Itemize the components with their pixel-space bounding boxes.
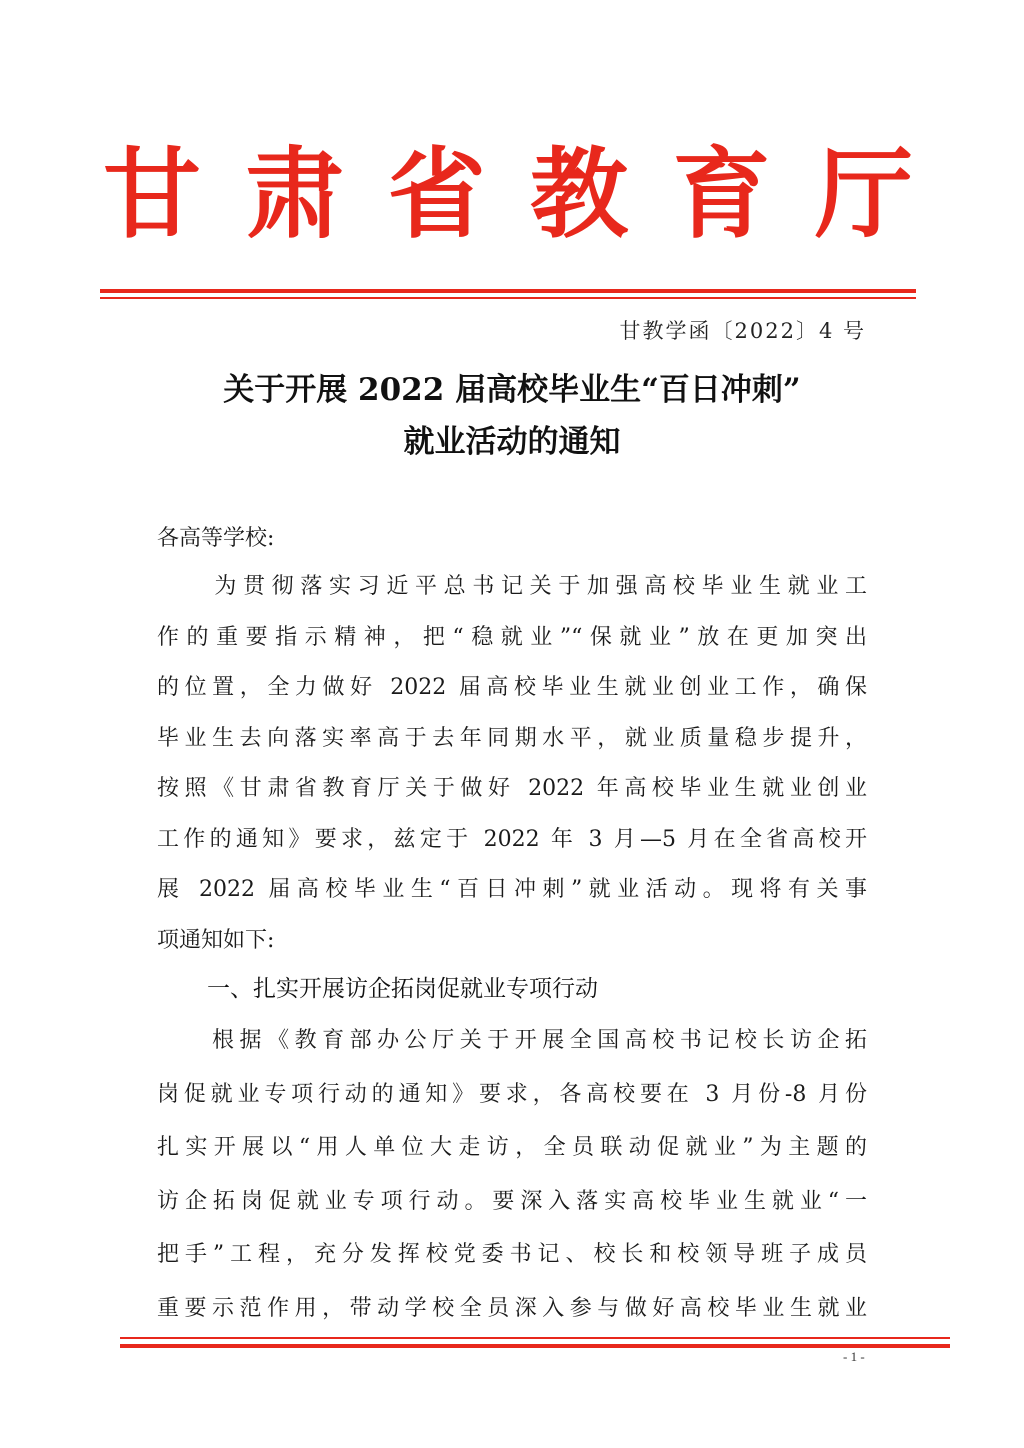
masthead-char: 教 <box>530 137 629 252</box>
paragraph1-line: 的位置，全力做好 2022 届高校毕业生就业创业工作，确保 <box>157 675 867 700</box>
document-number: 甘教学函〔2022〕4 号 <box>619 319 866 343</box>
footer-divider-thick <box>120 1344 950 1348</box>
masthead-char: 厅 <box>814 137 913 252</box>
paragraph1-line: 按照《甘肃省教育厅关于做好 2022 年高校毕业生就业创业 <box>157 776 867 801</box>
footer-divider-thin <box>120 1337 950 1339</box>
masthead-char: 省 <box>387 137 486 252</box>
paragraph2-line: 根据《教育部办公厅关于开展全国高校书记校长访企拓 <box>157 1028 867 1053</box>
paragraph2-line: 访企拓岗促就业专项行动。要深入落实高校毕业生就业“一 <box>157 1188 867 1214</box>
document-title-line2: 就业活动的通知 <box>403 424 621 460</box>
paragraph2-line: 把手”工程，充分发挥校党委书记、校长和校领导班子成员 <box>157 1242 867 1267</box>
page-number: - 1 - <box>843 1349 865 1364</box>
masthead-char: 甘 <box>102 137 201 252</box>
paragraph2-line: 重要示范作用，带动学校全员深入参与做好高校毕业生就业 <box>157 1295 867 1321</box>
paragraph1-line: 作的重要指示精神，把“稳就业”“保就业”放在更加突出 <box>157 624 867 650</box>
masthead-char: 育 <box>672 137 771 252</box>
masthead-divider-thin <box>100 297 916 299</box>
paragraph2-line: 岗促就业专项行动的通知》要求，各高校要在 3 月份-8 月份 <box>157 1081 867 1107</box>
document-title-line1: 关于开展 2022 届高校毕业生“百日冲刺” <box>223 372 801 408</box>
paragraph1-line: 毕业生去向落实率高于去年同期水平，就业质量稳步提升， <box>157 725 867 751</box>
masthead-divider-thick <box>100 289 916 293</box>
paragraph1-line: 为贯彻落实习近平总书记关于加强高校毕业生就业工 <box>157 574 867 599</box>
salutation: 各高等学校: <box>157 526 275 551</box>
paragraph1-line: 工作的通知》要求，兹定于 2022 年 3 月—5 月在全省高校开 <box>157 826 867 852</box>
paragraph1-line: 项通知如下: <box>157 927 275 953</box>
masthead-title <box>100 137 916 252</box>
section-heading-1: 一、扎实开展访企拓岗促就业专项行动 <box>207 976 598 1002</box>
paragraph2-line: 扎实开展以“用人单位大走访，全员联动促就业”为主题的 <box>157 1135 867 1160</box>
masthead-char: 肃 <box>245 137 344 252</box>
paragraph1-line: 展 2022 届高校毕业生“百日冲刺”就业活动。现将有关事 <box>157 877 867 902</box>
